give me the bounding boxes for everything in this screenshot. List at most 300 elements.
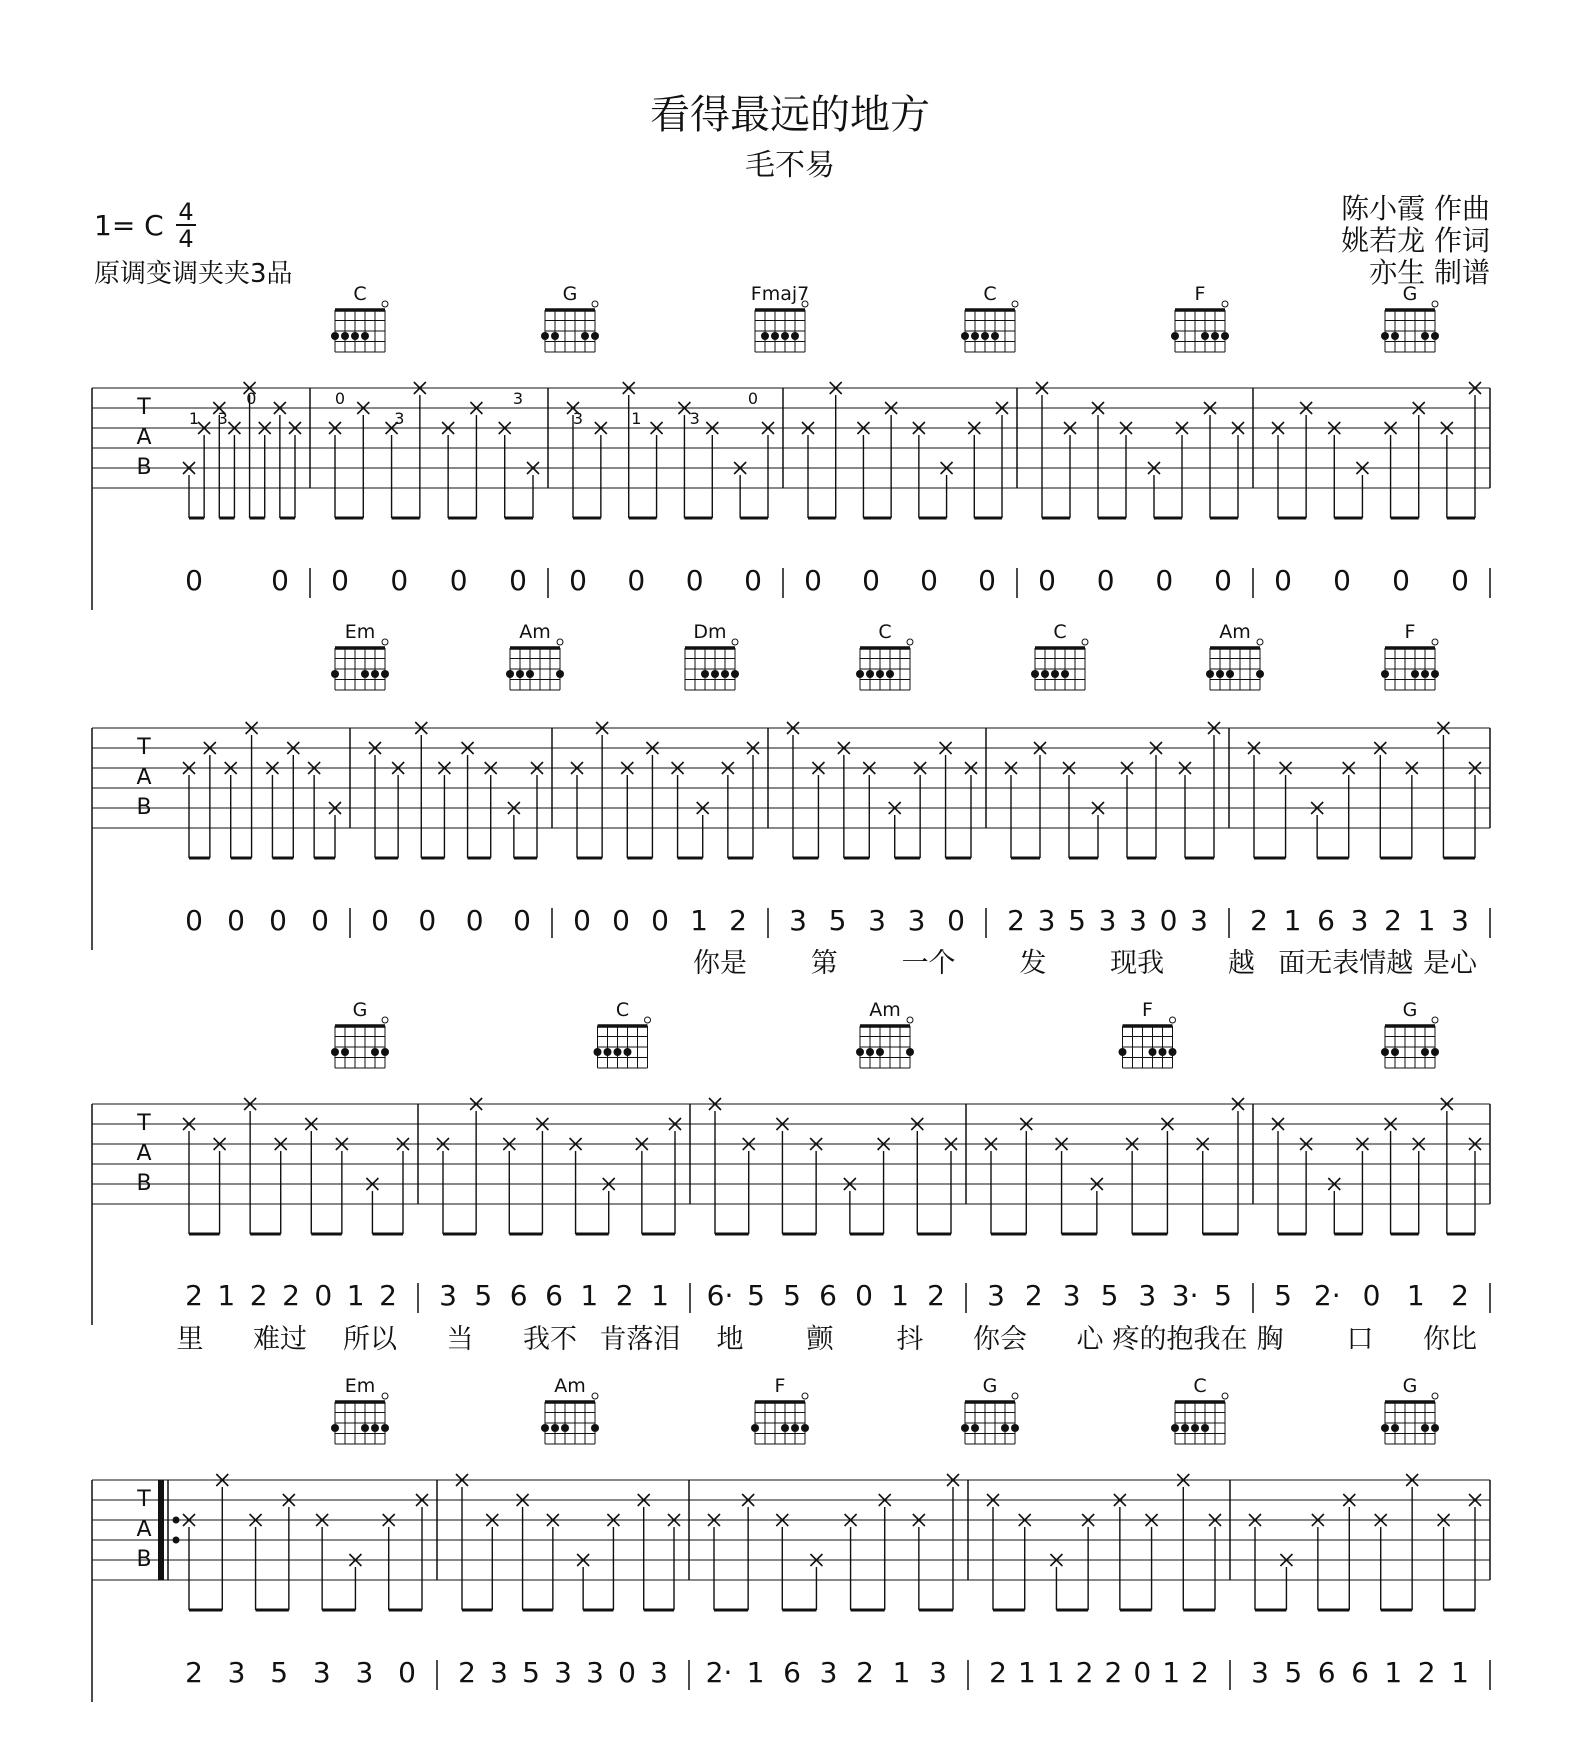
- jianpu-note: 5: [783, 1279, 801, 1312]
- chord-name: G: [1402, 999, 1418, 1021]
- open-string-mark: [1432, 301, 1438, 307]
- chord-finger-dot: [791, 1424, 799, 1432]
- jianpu-note: 2: [1104, 1656, 1123, 1689]
- jianpu-note: 0: [465, 904, 484, 937]
- chord-finger-dot: [1221, 332, 1229, 340]
- repeat-thick-bar: [158, 1480, 164, 1580]
- jianpu-note: 0: [947, 904, 965, 937]
- tab-clef-letter: T: [137, 395, 151, 420]
- jianpu-note: 2: [1191, 1656, 1209, 1689]
- tab-clef-letter: A: [136, 1141, 152, 1166]
- lyric-syllable: 地: [716, 1324, 744, 1355]
- chord-diagram-g: [1381, 1375, 1439, 1444]
- chord-name: C: [1193, 1375, 1207, 1397]
- chord-name: C: [983, 283, 997, 305]
- chord-name: G: [1402, 283, 1418, 305]
- jianpu-note: 2: [282, 1279, 300, 1312]
- jianpu-note: 0: [855, 1279, 873, 1312]
- jianpu-note: 2: [1075, 1656, 1094, 1689]
- jianpu-note: 3: [1350, 904, 1369, 937]
- chord-finger-dot: [761, 332, 769, 340]
- chord-diagram-em: [331, 621, 389, 690]
- chord-finger-dot: [1001, 1424, 1009, 1432]
- chord-finger-dot: [1031, 670, 1039, 678]
- transcriber-credit: 亦生 制谱: [1369, 256, 1490, 289]
- jianpu-note: 0: [1214, 564, 1232, 597]
- jianpu-note: 1: [1283, 904, 1302, 937]
- chord-finger-dot: [961, 1424, 969, 1432]
- lyric-syllable: 抖: [896, 1324, 924, 1355]
- chord-finger-dot: [381, 1048, 389, 1056]
- chord-finger-dot: [1011, 1424, 1019, 1432]
- tab-clef-letter: T: [137, 1111, 151, 1136]
- tab-systems: [92, 283, 1490, 1702]
- jianpu-note: 1: [1451, 1656, 1469, 1689]
- chord-name: G: [352, 999, 368, 1021]
- chord-name: F: [1194, 283, 1206, 305]
- jianpu-note: 6: [1317, 1656, 1336, 1689]
- chord-diagram-f: [1171, 283, 1229, 352]
- lyric-syllable: 当: [446, 1324, 474, 1355]
- fret-number: 3: [217, 409, 228, 428]
- jianpu-note: 0: [569, 564, 587, 597]
- jianpu-note: 3: [554, 1656, 572, 1689]
- lyric-syllable: 你是: [693, 948, 747, 979]
- chord-diagram-c: [961, 283, 1018, 352]
- chord-finger-dot: [791, 332, 799, 340]
- chord-finger-dot: [541, 332, 549, 340]
- open-string-mark: [592, 301, 598, 307]
- chord-name: Am: [869, 999, 901, 1021]
- jianpu-note: 0: [371, 904, 389, 937]
- chord-finger-dot: [771, 332, 779, 340]
- jianpu-note: 0: [618, 1656, 636, 1689]
- open-string-mark: [645, 1017, 651, 1023]
- chord-finger-dot: [381, 670, 389, 678]
- chord-diagram-g: [1381, 283, 1439, 352]
- jianpu-note: 3: [650, 1656, 668, 1689]
- jianpu-note: 0: [627, 564, 646, 597]
- jianpu-note: 2: [1250, 904, 1268, 937]
- jianpu-note: 5: [270, 1656, 289, 1689]
- fret-number: 3: [689, 409, 700, 428]
- artist-name: 毛不易: [745, 148, 835, 183]
- open-string-mark: [382, 1017, 388, 1023]
- chord-finger-dot: [516, 670, 524, 678]
- chord-diagram-f: [751, 1375, 809, 1444]
- jianpu-note: 0: [1159, 904, 1178, 937]
- chord-finger-dot: [381, 1424, 389, 1432]
- chord-diagram-c: [594, 999, 651, 1068]
- jianpu-note: 6·: [706, 1279, 734, 1312]
- chord-name: Am: [519, 621, 551, 643]
- jianpu-note: 5: [1068, 904, 1086, 937]
- chord-finger-dot: [1421, 332, 1429, 340]
- chord-finger-dot: [361, 332, 369, 340]
- lyric-syllable: 是心: [1423, 948, 1477, 979]
- chord-finger-dot: [1206, 670, 1214, 678]
- tab-clef-letter: T: [137, 1487, 151, 1512]
- chord-finger-dot: [624, 1048, 632, 1056]
- jianpu-note: 1: [580, 1279, 599, 1312]
- chord-finger-dot: [1051, 670, 1059, 678]
- jianpu-note: 3: [490, 1656, 508, 1689]
- chord-name: Am: [554, 1375, 586, 1397]
- jianpu-note: 0: [509, 564, 527, 597]
- chord-finger-dot: [506, 670, 514, 678]
- jianpu-note: 0: [185, 904, 203, 937]
- jianpu-note: 0: [573, 904, 591, 937]
- jianpu-note: 0: [612, 904, 630, 937]
- jianpu-note: 0: [331, 564, 349, 597]
- open-string-mark: [1432, 639, 1438, 645]
- lyric-syllable: 口: [1346, 1324, 1374, 1355]
- jianpu-note: 2: [185, 1279, 203, 1312]
- open-string-mark: [382, 1393, 388, 1399]
- open-string-mark: [1257, 639, 1263, 645]
- tab-clef-letter: B: [136, 1171, 152, 1196]
- chord-diagram-am: [541, 1375, 599, 1444]
- open-string-mark: [1170, 1017, 1176, 1023]
- chord-diagram-f: [1381, 621, 1439, 690]
- chord-finger-dot: [866, 1048, 874, 1056]
- chord-finger-dot: [751, 1424, 759, 1432]
- open-string-mark: [382, 301, 388, 307]
- jianpu-note: 1: [1017, 1656, 1036, 1689]
- chord-finger-dot: [1381, 1048, 1389, 1056]
- fret-number: 3: [512, 389, 524, 408]
- composer-credit: 陈小霞 作曲: [1341, 192, 1490, 225]
- jianpu-note: 0: [1274, 564, 1292, 597]
- jianpu-note: 1: [892, 1656, 911, 1689]
- chord-finger-dot: [341, 1048, 349, 1056]
- chord-finger-dot: [1421, 1424, 1429, 1432]
- tab-system-1: [92, 283, 1490, 610]
- chord-finger-dot: [551, 332, 559, 340]
- chord-finger-dot: [1381, 670, 1389, 678]
- chord-finger-dot: [1191, 1424, 1199, 1432]
- open-string-mark: [732, 639, 738, 645]
- lyric-syllable: 心: [1076, 1324, 1104, 1355]
- open-string-mark: [382, 639, 388, 645]
- jianpu-note: 0: [271, 564, 289, 597]
- tab-clef-letter: A: [136, 1517, 152, 1542]
- jianpu-note: 6: [545, 1279, 563, 1312]
- chord-diagram-g: [541, 283, 599, 352]
- jianpu-note: 6: [819, 1279, 837, 1312]
- jianpu-note: 3: [439, 1279, 457, 1312]
- chord-finger-dot: [906, 1048, 914, 1056]
- fret-number: 3: [394, 409, 405, 428]
- jianpu-note: 2·: [705, 1656, 733, 1689]
- jianpu-note: 3: [929, 1656, 947, 1689]
- jianpu-note: 0: [978, 564, 996, 597]
- jianpu-note: 1: [1384, 1656, 1403, 1689]
- jianpu-note: 0: [418, 904, 437, 937]
- chord-finger-dot: [856, 670, 864, 678]
- jianpu-note: 0: [1451, 564, 1469, 597]
- time-sig-bottom: 4: [178, 225, 194, 253]
- chord-finger-dot: [361, 670, 369, 678]
- jianpu-note: 0: [651, 904, 669, 937]
- lyric-syllable: 我不: [523, 1324, 577, 1355]
- jianpu-note: 2: [379, 1279, 397, 1312]
- jianpu-note: 6: [1317, 904, 1335, 937]
- chord-finger-dot: [331, 670, 339, 678]
- chord-finger-dot: [1181, 1424, 1189, 1432]
- jianpu-note: 0: [685, 564, 704, 597]
- tab-clef-letter: B: [136, 795, 152, 820]
- chord-name: G: [982, 1375, 998, 1397]
- chord-diagram-am: [1206, 621, 1264, 690]
- chord-finger-dot: [1041, 670, 1049, 678]
- open-string-mark: [907, 1017, 913, 1023]
- fret-number: 3: [572, 409, 584, 428]
- lyric-syllable: 你会: [973, 1324, 1027, 1355]
- jianpu-note: 0: [449, 564, 468, 597]
- jianpu-note: 2·: [1313, 1279, 1341, 1312]
- chord-diagram-c: [331, 283, 388, 352]
- chord-diagram-am: [856, 999, 914, 1068]
- open-string-mark: [1012, 301, 1018, 307]
- tab-clef-letter: T: [137, 735, 151, 760]
- chord-finger-dot: [351, 332, 359, 340]
- chord-finger-dot: [371, 670, 379, 678]
- jianpu-note: 3: [868, 904, 886, 937]
- chord-finger-dot: [971, 332, 979, 340]
- jianpu-note: 0: [804, 564, 822, 597]
- jianpu-note: 2: [927, 1279, 945, 1312]
- lyric-syllable: 越: [1227, 948, 1255, 979]
- chord-finger-dot: [1391, 332, 1399, 340]
- tab-clef-letter: B: [136, 455, 152, 480]
- open-string-mark: [557, 639, 563, 645]
- jianpu-note: 2: [615, 1279, 634, 1312]
- chord-name: Fmaj7: [750, 283, 810, 305]
- chord-name: F: [1142, 999, 1153, 1021]
- chord-finger-dot: [961, 332, 969, 340]
- chord-finger-dot: [371, 1048, 379, 1056]
- chord-finger-dot: [731, 670, 739, 678]
- lyric-syllable: 现我: [1110, 948, 1165, 979]
- jianpu-note: 0: [744, 564, 762, 597]
- jianpu-note: 0: [1333, 564, 1351, 597]
- jianpu-note: 3: [1190, 904, 1208, 937]
- jianpu-note: 3: [789, 904, 807, 937]
- chord-name: G: [1402, 1375, 1418, 1397]
- jianpu-note: 6: [1351, 1656, 1369, 1689]
- chord-finger-dot: [1159, 1048, 1167, 1056]
- jianpu-note: 0: [1392, 564, 1410, 597]
- chord-name: Em: [344, 621, 376, 643]
- chord-finger-dot: [876, 1048, 884, 1056]
- jianpu-note: 2: [729, 904, 747, 937]
- chord-finger-dot: [581, 332, 589, 340]
- key-signature: 1= C: [94, 209, 164, 242]
- chord-finger-dot: [591, 1424, 599, 1432]
- chord-finger-dot: [1431, 1424, 1439, 1432]
- jianpu-note: 6: [509, 1279, 528, 1312]
- jianpu-note: 2: [249, 1279, 268, 1312]
- lyric-syllable: 一个: [901, 948, 956, 979]
- jianpu-note: 0: [311, 904, 329, 937]
- jianpu-note: 0: [1155, 564, 1174, 597]
- tab-system-2: [92, 621, 1490, 979]
- chord-diagram-em: [331, 1375, 389, 1444]
- jianpu-note: 2: [1007, 904, 1025, 937]
- repeat-dot: [173, 1517, 180, 1524]
- jianpu-note: 3: [1098, 904, 1117, 937]
- chord-finger-dot: [361, 1424, 369, 1432]
- jianpu-note: 2: [1024, 1279, 1043, 1312]
- jianpu-note: 0: [862, 564, 880, 597]
- chord-finger-dot: [556, 670, 564, 678]
- jianpu-note: 3: [987, 1279, 1005, 1312]
- jianpu-note: 3·: [1171, 1279, 1199, 1312]
- chord-finger-dot: [781, 332, 789, 340]
- chord-diagram-c: [856, 621, 913, 690]
- jianpu-note: 2: [1451, 1279, 1469, 1312]
- jianpu-note: 3: [1138, 1279, 1157, 1312]
- lyric-syllable: 里: [176, 1324, 204, 1355]
- jianpu-note: 1: [891, 1279, 909, 1312]
- chord-finger-dot: [1256, 670, 1264, 678]
- chord-finger-dot: [614, 1048, 622, 1056]
- jianpu-note: 5: [1284, 1656, 1303, 1689]
- jianpu-note: 3: [819, 1656, 838, 1689]
- jianpu-note: 0: [1096, 564, 1115, 597]
- chord-finger-dot: [856, 1048, 864, 1056]
- chord-finger-dot: [991, 332, 999, 340]
- lyric-syllable: 面无表情越: [1278, 948, 1414, 979]
- chord-finger-dot: [876, 670, 884, 678]
- chord-finger-dot: [341, 332, 349, 340]
- capo-note: 原调变调夹夹3品: [94, 259, 293, 289]
- lyric-syllable: 第: [810, 948, 838, 979]
- lyric-syllable: 胸: [1256, 1324, 1284, 1355]
- jianpu-note: 3: [1451, 904, 1469, 937]
- jianpu-note: 3: [227, 1656, 246, 1689]
- chord-diagram-c: [1171, 1375, 1228, 1444]
- fret-number: 1: [631, 409, 642, 428]
- jianpu-note: 2: [989, 1656, 1007, 1689]
- tab-system-3: [92, 999, 1490, 1355]
- jianpu-note: 1: [651, 1279, 669, 1312]
- chord-name: Dm: [693, 621, 727, 643]
- lyric-syllable: 你比: [1423, 1324, 1477, 1355]
- chord-name: G: [562, 283, 578, 305]
- open-string-mark: [1012, 1393, 1018, 1399]
- jianpu-note: 0: [314, 1279, 333, 1312]
- jianpu-note: 3: [1129, 904, 1147, 937]
- chord-finger-dot: [886, 670, 894, 678]
- chord-name: C: [353, 283, 367, 305]
- jianpu-note: 5: [474, 1279, 493, 1312]
- chord-finger-dot: [1421, 1048, 1429, 1056]
- open-string-mark: [1432, 1017, 1438, 1023]
- chord-finger-dot: [1061, 670, 1069, 678]
- chord-name: C: [615, 999, 630, 1021]
- chord-diagram-dm: [685, 621, 739, 690]
- lyricist-credit: 姚若龙 作词: [1341, 224, 1490, 257]
- chord-name: F: [774, 1375, 786, 1397]
- chord-finger-dot: [331, 1424, 339, 1432]
- chord-finger-dot: [1169, 1048, 1177, 1056]
- chord-diagram-f: [1119, 999, 1177, 1068]
- open-string-mark: [907, 639, 913, 645]
- fret-number: 0: [246, 389, 257, 408]
- chord-diagram-g: [1381, 999, 1439, 1068]
- chord-finger-dot: [1201, 1424, 1209, 1432]
- fret-number: 0: [747, 389, 759, 408]
- jianpu-note: 3: [907, 904, 926, 937]
- jianpu-note: 0: [185, 564, 203, 597]
- fret-number: 1: [188, 409, 200, 428]
- chord-finger-dot: [721, 670, 729, 678]
- chord-finger-dot: [1431, 1048, 1439, 1056]
- jianpu-note: 0: [1038, 564, 1056, 597]
- chord-finger-dot: [1381, 1424, 1389, 1432]
- jianpu-note: 5: [747, 1279, 765, 1312]
- open-string-mark: [1222, 1393, 1228, 1399]
- jianpu-note: 5: [522, 1656, 540, 1689]
- open-string-mark: [1432, 1393, 1438, 1399]
- jianpu-note: 1: [1162, 1656, 1181, 1689]
- chord-finger-dot: [1391, 1424, 1399, 1432]
- jianpu-note: 3: [1037, 904, 1056, 937]
- chord-finger-dot: [604, 1048, 612, 1056]
- chord-finger-dot: [1171, 332, 1179, 340]
- chord-finger-dot: [551, 1424, 559, 1432]
- jianpu-note: 1: [217, 1279, 236, 1312]
- chord-finger-dot: [781, 1424, 789, 1432]
- open-string-mark: [1082, 639, 1088, 645]
- tab-clef-letter: B: [136, 1547, 152, 1572]
- chord-finger-dot: [526, 670, 534, 678]
- chord-finger-dot: [1201, 332, 1209, 340]
- jianpu-note: 0: [390, 564, 409, 597]
- chord-finger-dot: [971, 1424, 979, 1432]
- jianpu-note: 5: [828, 904, 847, 937]
- lyric-syllable: 难过: [253, 1324, 307, 1355]
- jianpu-note: 0: [398, 1656, 416, 1689]
- chord-name: F: [1404, 621, 1416, 643]
- chord-finger-dot: [981, 332, 989, 340]
- lyric-syllable: 发: [1019, 948, 1047, 979]
- chord-finger-dot: [1216, 670, 1224, 678]
- chord-finger-dot: [331, 332, 339, 340]
- jianpu-note: 2: [185, 1656, 203, 1689]
- jianpu-note: 5: [1100, 1279, 1119, 1312]
- chord-diagram-g: [961, 1375, 1019, 1444]
- fret-number: 0: [334, 389, 346, 408]
- chord-name: Am: [1219, 621, 1251, 643]
- chord-diagram-g: [331, 999, 389, 1068]
- open-string-mark: [802, 1393, 808, 1399]
- chord-finger-dot: [331, 1048, 339, 1056]
- jianpu-note: 1: [1046, 1656, 1065, 1689]
- jianpu-note: 3: [586, 1656, 604, 1689]
- jianpu-note: 1: [346, 1279, 365, 1312]
- chord-diagram-fmaj7: [751, 283, 809, 352]
- tab-clef-letter: A: [136, 425, 152, 450]
- open-string-mark: [592, 1393, 598, 1399]
- jianpu-note: 1: [1417, 904, 1436, 937]
- jianpu-note: 2: [1384, 904, 1402, 937]
- jianpu-note: 3: [1062, 1279, 1081, 1312]
- jianpu-note: 2: [1417, 1656, 1436, 1689]
- chord-finger-dot: [1381, 332, 1389, 340]
